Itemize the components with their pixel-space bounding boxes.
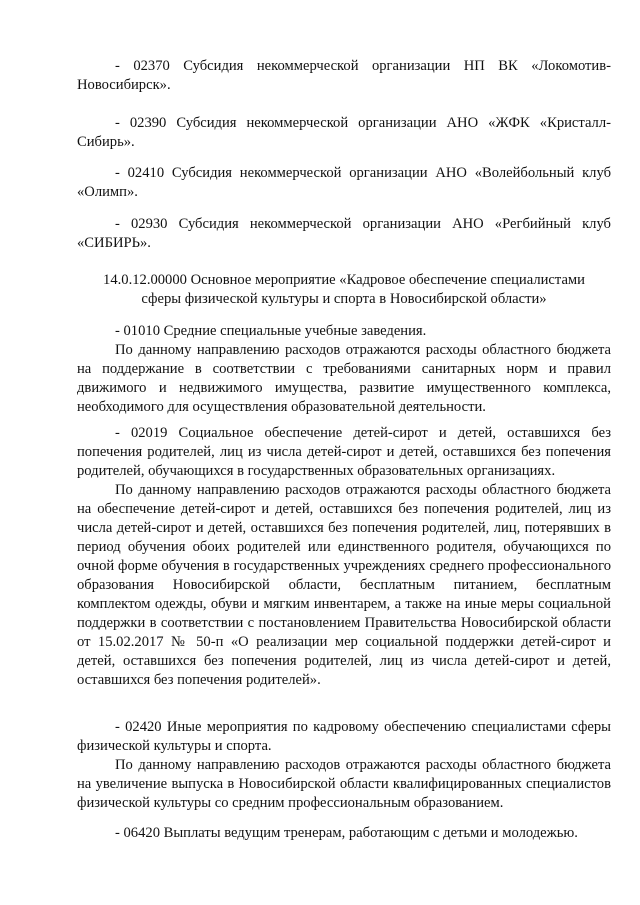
entry-description: По данному направлению расходов отражаются расходы областного бюджета на обеспечение детей-сирот и детей, оставшихся без попечения родителей, лиц из числа детей-сирот и детей, оставшихся без попечения родителей, лиц, потерявших в период обучения обоих родителей или единственного родителя, обучающихся по очной форме обучения в государственных учреждениях среднего профессионального образования Новосибирской области, бесплатным питанием, бесплатным комплектом одежды, обуви и мягким инвентарем, а также на иные меры социальной поддержки в соответствии с постановлением Правительства Новосибирской области от 15.02.2017 № 50-п «О реализации мер социальной поддержки детей-сирот и детей, оставшихся без попечения родителей, лиц из числа детей-сирот и детей, оставшихся без попечения родителей». [77,482,611,688]
subsidy-item-text: - 02370 Субсидия некоммерческой организации НП ВК «Локомотив-Новосибирск». [77,58,611,93]
subsidy-item-text: - 02410 Субсидия некоммерческой организации АНО «Волейбольный клуб «Олимп». [77,165,611,200]
subsidy-item-02370 [77,57,611,95]
subsidy-item-02410 [77,164,611,202]
entry-description: По данному направлению расходов отражаются расходы областного бюджета на поддержание в соответствии с требованиями санитарных норм и правил движимого и недвижимого имущества, развитие имущественного комплекса, необходимого для осуществления образовательной деятельности. [77,342,611,415]
subsidy-item-text: - 02930 Субсидия некоммерческой организации АНО «Регбийный клуб «СИБИРЬ». [77,216,611,251]
subsidy-item-02930 [77,215,611,253]
entry-description: По данному направлению расходов отражаются расходы областного бюджета на увеличение выпуска в Новосибирской области квалифицированных специалистов физической культуры со средним профессиональным образованием. [77,757,611,811]
entry-code: - 01010 Средние специальные учебные заведения. [115,323,427,339]
entry-code: - 02019 Социальное обеспечение детей-сирот и детей, оставшихся без попечения родителей, лиц из числа детей-сирот и детей, оставшихся без попечения родителей, обучающихся в государственных образовательных организациях. [77,425,611,479]
subsidy-item-02390 [77,114,611,152]
subsidy-item-text: - 02390 Субсидия некоммерческой организации АНО «ЖФК «Кристалл-Сибирь». [77,115,611,150]
entry-02420 [77,718,611,813]
entry-02019 [77,424,611,690]
entry-code: - 02420 Иные мероприятия по кадровому обеспечению специалистами сферы физической культуры и спорта. [77,719,611,754]
section-heading-text: 14.0.12.00000 Основное мероприятие «Кадровое обеспечение специалистами сферы физической культуры и спорта в Новосибирской области» [103,272,585,307]
entry-code: - 06420 Выплаты ведущим тренерам, работающим с детьми и молодежью. [115,825,578,841]
entry-01010 [77,322,611,417]
section-heading [84,271,604,309]
entry-06420 [77,824,611,843]
